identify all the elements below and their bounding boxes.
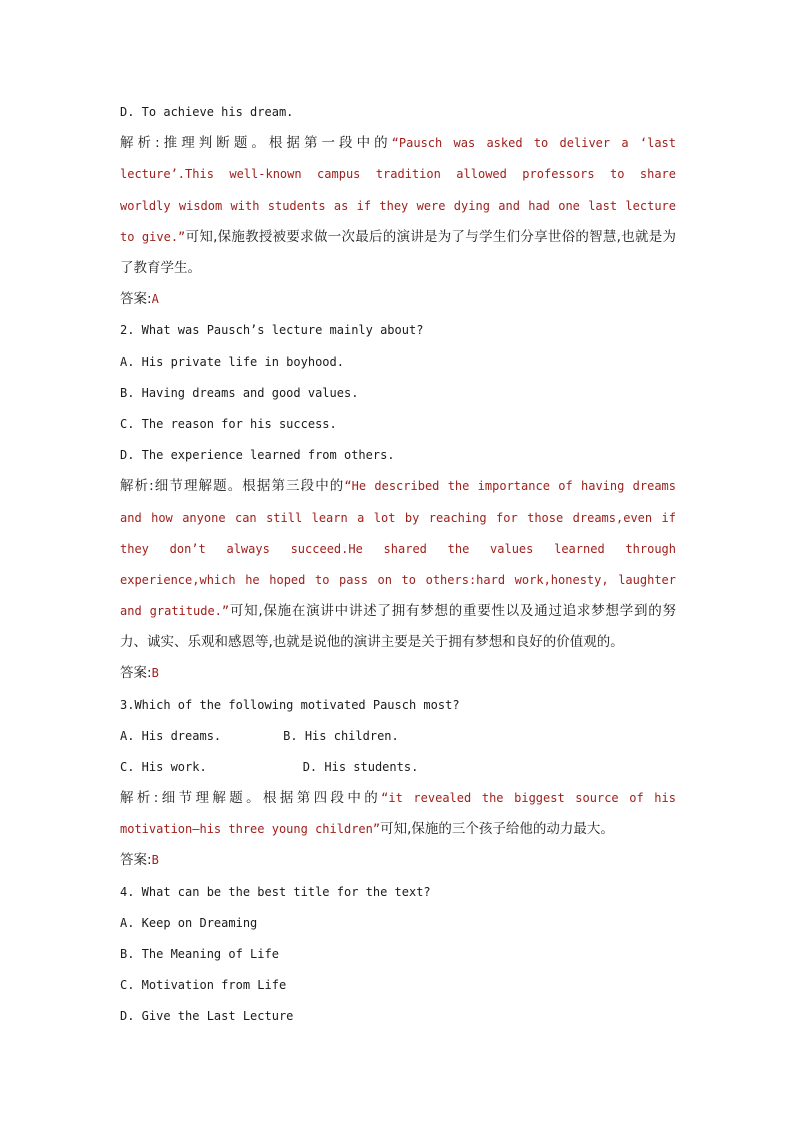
q1-analysis — [120, 128, 676, 284]
q4-option-d: D. Give the Last Lecture — [120, 1009, 294, 1024]
q4-question: 4. What can be the best title for the text? — [120, 884, 431, 899]
q3-answer — [120, 845, 676, 876]
q1-analysis-suffix: 可知,保施教授被要求做一次最后的演讲是为了与学生们分享世俗的智慧,也就是为了教育学生。 — [120, 228, 676, 276]
q1-option-d: D. To achieve his dream. — [120, 105, 294, 119]
q2-question: 2. What was Pausch’s lecture mainly about? — [120, 323, 424, 338]
q3-answer-value: B — [151, 853, 159, 868]
q3-question: 3.Which of the following motivated Pausch most? — [120, 697, 460, 712]
q2-analysis — [120, 471, 676, 658]
q4-option-c: C. Motivation from Life — [120, 978, 287, 993]
q2-analysis-prefix: 解析:细节理解题。根据第三段中的 — [120, 478, 345, 495]
q1-analysis-quote: “Pausch was asked to deliver a ‘last lecture’.This well-known campus tradition allowed professors to share worldly wisdom with students as if they were dying and had one last lecture to give.” — [120, 136, 676, 244]
q1-answer-label: 答案: — [120, 291, 152, 308]
q1-analysis-prefix: 解析:推理判断题。根据第一段中的 — [120, 135, 392, 152]
q3-options-row-2 — [120, 752, 676, 783]
q3-option-b: B. His children. — [283, 728, 399, 743]
q2-option-c: C. The reason for his success. — [120, 416, 337, 431]
q2-analysis-quote: “He described the importance of having dreams and how anyone can still learn a lot by reaching for those dreams,even if they don’t always succeed.He shared the values learned through experience,which he hoped to pass on to others:hard work,honesty, laughter and gratitude.” — [120, 479, 676, 619]
q2-option-b: B. Having dreams and good values. — [120, 385, 359, 400]
q3-answer-label: 答案: — [120, 852, 152, 869]
document-page — [120, 97, 676, 1033]
q2-answer-label: 答案: — [120, 665, 152, 682]
q1-answer-value: A — [151, 292, 159, 307]
q2-analysis-suffix: 可知,保施在演讲中讲述了拥有梦想的重要性以及通过追求梦想学到的努力、诚实、乐观和感恩等,也就是说他的演讲主要是关于拥有梦想和良好的价值观的。 — [120, 603, 676, 651]
q3-analysis-quote: “it revealed the biggest source of his motivation—his three young children” — [120, 791, 676, 837]
q1-answer — [120, 284, 676, 315]
q3-analysis-suffix: 可知,保施的三个孩子给他的动力最大。 — [380, 821, 614, 838]
q3-analysis-prefix: 解析:细节理解题。根据第四段中的 — [120, 790, 382, 807]
q2-option-a: A. His private life in boyhood. — [120, 354, 344, 369]
q4-option-a: A. Keep on Dreaming — [120, 915, 258, 930]
q2-answer-value: B — [151, 666, 159, 681]
q4-option-b: B. The Meaning of Life — [120, 947, 279, 962]
q3-option-a: A. His dreams. — [120, 728, 222, 743]
q3-option-d: D. His students. — [302, 759, 419, 774]
q2-option-d: D. The experience learned from others. — [120, 448, 395, 463]
q3-analysis — [120, 783, 676, 845]
q2-answer — [120, 658, 676, 689]
q3-options-row-1 — [120, 721, 676, 752]
q3-option-c: C. His work. — [120, 759, 207, 774]
